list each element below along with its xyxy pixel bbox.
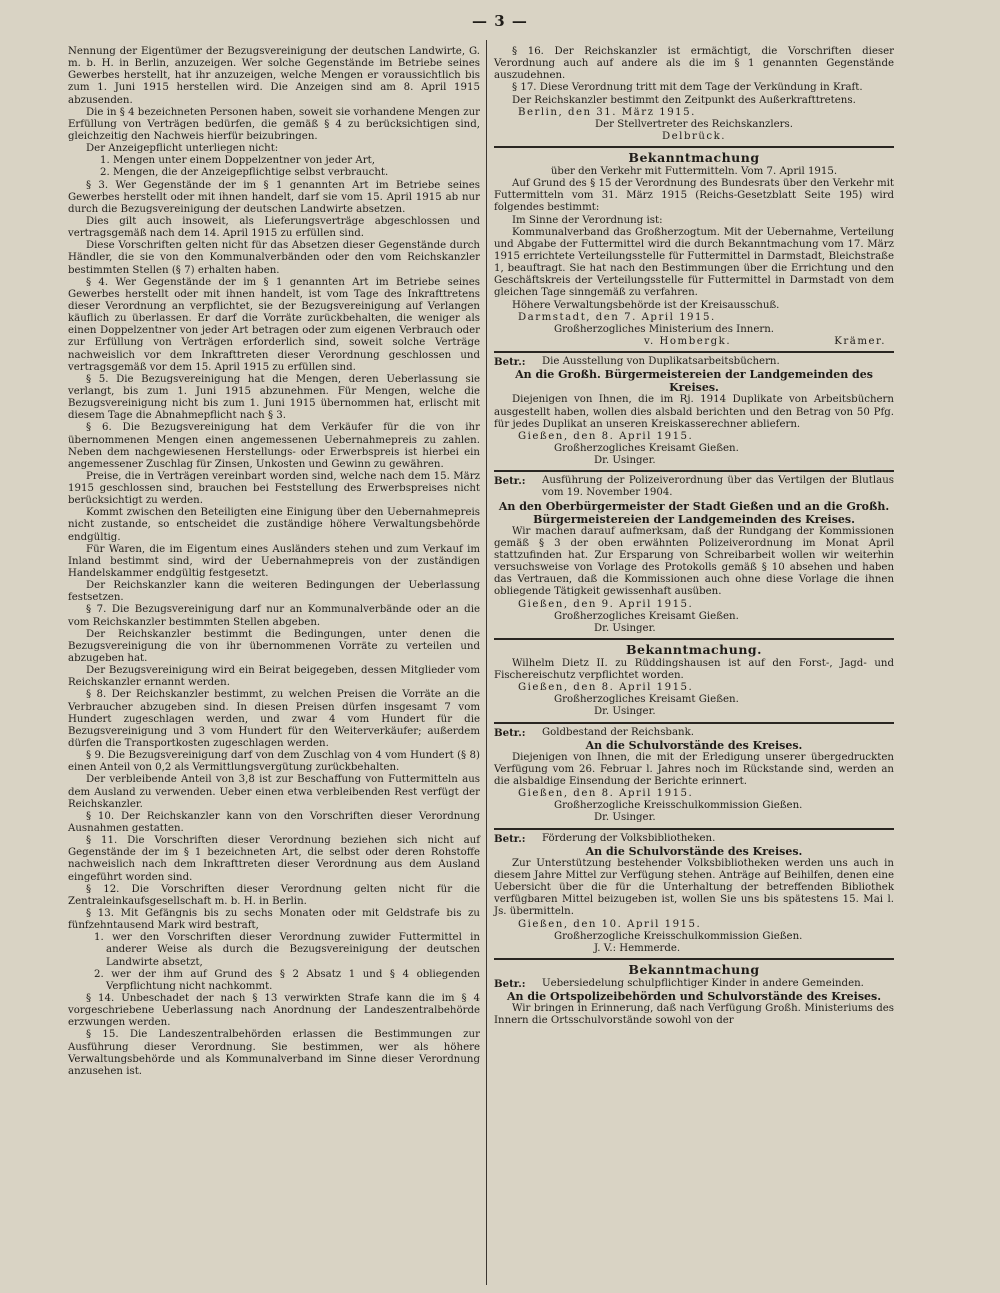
paragraph: Höhere Verwaltungsbehörde ist der Kreisausschuß. <box>512 299 780 311</box>
place-date: Gießen, den 8. April 1915. <box>518 430 694 442</box>
paragraph: Wir machen darauf aufmerksam, daß der Rundgang der Kommissionen gemäß § 3 der oben erwähnten Polizeiverordnung im Monat April stattzufinden hat. Zur Ersparung von Schreibarbeit wollen wir weiterhin versuchsweise von Vorlage des Protokolls gemäß § 10 absehen und haben das Vertrauen, daß die Kommissionen auch ohne diese Vorlage die ihnen obliegende Tätigkeit gewissenhaft ausüben. <box>494 525 894 598</box>
subject-text: Goldbestand der Reichsbank. <box>542 726 694 738</box>
column-divider <box>486 40 487 1285</box>
authority: Großherzogliches Kreisamt Gießen. <box>554 694 739 706</box>
subject-label: Betr.: <box>494 356 526 369</box>
section-rule <box>494 958 894 960</box>
page-number: — 3 — <box>472 12 528 30</box>
subject-label: Betr.: <box>494 832 526 845</box>
section-title: Bekanntmachung. <box>625 641 763 657</box>
list-item: 2. Mengen, die der Anzeigepflichtige selbst verbraucht. <box>100 167 389 179</box>
paragraph: Die in § 4 bezeichneten Personen haben, soweit sie vorhandene Mengen zur Erfüllung von Verträgen bedürfen, die gemäß § 4 zu berücksichtigen sind, gleichzeitig den Nachweis hierfür beizubringen. <box>68 106 481 142</box>
paragraph: Der Reichskanzler bestimmt den Zeitpunkt des Außerkrafttretens. <box>512 94 856 106</box>
signature: Krämer. <box>834 335 886 347</box>
address-heading: An die Ortspolizeibehörden und Schulvorstände des Kreises. <box>506 989 882 1003</box>
left-column <box>68 46 480 1078</box>
signature-row <box>494 336 894 348</box>
paragraph: Preise, die in Verträgen vereinbart worden sind, welche nach dem 15. März 1915 geschlossen sind, brauchen bei Feststellung des Erwerbspreises nicht berücksichtigt zu werden. <box>68 470 480 507</box>
authority: Der Stellvertreter des Reichskanzlers. <box>594 118 794 130</box>
subject-text: Uebersiedelung schulpflichtiger Kinder in andere Gemeinden. <box>542 977 864 989</box>
paragraph: Auf Grund des § 15 der Verordnung des Bundesrats über den Verkehr mit Futtermitteln vom 31. März 1915 (Reichs-Gesetzblatt Seite 195) wird folgendes bestimmt: <box>494 178 894 214</box>
authority: Großherzogliche Kreisschulkommission Gießen. <box>554 930 803 942</box>
subject-line <box>494 356 894 368</box>
section-rule <box>494 351 894 353</box>
signature: J. V.: Hemmerde. <box>594 942 681 954</box>
subject-line <box>494 727 894 739</box>
section-rule <box>494 638 894 640</box>
section-rule <box>494 828 894 830</box>
place-date: Gießen, den 8. April 1915. <box>518 788 694 800</box>
subject-text: Ausführung der Polizeiverordnung über das Vertilgen der Blutlaus vom 19. November 1904. <box>542 475 894 499</box>
section-rule <box>494 722 894 724</box>
section-rule <box>494 470 894 472</box>
authority: Großherzogliches Ministerium des Innern. <box>554 323 775 335</box>
paragraph: § 7. Die Bezugsvereinigung darf nur an Kommunalverbände oder an die vom Reichskanzler bestimmten Stellen abgeben. <box>68 604 480 628</box>
paragraph: Der Reichskanzler bestimmt die Bedingungen, unter denen die Bezugsvereinigung die von ihr übernommenen Vorräte zu verteilen und abzugeben hat. <box>68 628 480 665</box>
section-subtitle: über den Verkehr mit Futtermitteln. Vom 7. April 1915. <box>550 166 838 177</box>
list-item: 1. Mengen unter einem Doppelzentner von jeder Art, <box>100 155 375 167</box>
place-date: Gießen, den 10. April 1915. <box>518 918 702 930</box>
authority: Großherzogliches Kreisamt Gießen. <box>554 442 739 454</box>
paragraph: § 17. Diese Verordnung tritt mit dem Tage der Verkündung in Kraft. <box>512 82 863 94</box>
paragraph: § 16. Der Reichskanzler ist ermächtigt, die Vorschriften dieser Verordnung auch auf andere als die im § 1 genannten Gegenstände auszudehnen. <box>494 46 894 82</box>
paragraph: § 6. Die Bezugsvereinigung hat dem Verkäufer für die von ihr übernommenen Mengen einen angemessenen Uebernahmepreis zu zahlen. Neben dem nachgewiesenen Herstellungs- oder Erwerbspreis ist hierbei ein angemessener Zuschlag für Zinsen, Unkosten und Gewinn zu gewähren. <box>68 422 480 470</box>
paragraph: Für Waren, die im Eigentum eines Ausländers stehen und zum Verkauf im Inland bestimmt sind, wird der Uebernahmepreis von der zuständigen Handelskammer endgültig festgesetzt. <box>68 543 480 580</box>
subject-label: Betr.: <box>494 726 526 739</box>
address-heading: An den Oberbürgermeister der Stadt Gießen und an die Großh. Bürgermeistereien der Landgemeinden des Kreises. <box>498 499 890 526</box>
signature: Dr. Usinger. <box>594 455 656 467</box>
list-item: 2. wer der ihm auf Grund des § 2 Absatz 1 und § 4 obliegenden Verpflichtung nicht nachkommt. <box>94 968 480 992</box>
paragraph: § 11. Die Vorschriften dieser Verordnung beziehen sich nicht auf Gegenstände der im § 1 bezeichneten Art, die selbst oder deren Rohstoffe nachweislich nach dem Inkrafttreten dieser Verordnung aus dem Ausland eingeführt worden sind. <box>68 835 480 883</box>
paragraph: Der Bezugsvereinigung wird ein Beirat beigegeben, dessen Mitglieder vom Reichskanzler ernannt werden. <box>68 665 480 689</box>
place-date: Gießen, den 9. April 1915. <box>518 598 694 610</box>
section-title: Bekanntmachung <box>628 150 760 166</box>
paragraph: Kommunalverband das Großherzogtum. Mit der Uebernahme, Verteilung und Abgabe der Futtermittel wird die durch Bekanntmachung vom 17. März 1915 errichtete Verteilungsstelle für Futtermittel in Darmstadt, Bleichstraße 1, beauftragt. Sie hat nach den Bestimmungen über die Errichtung und den Geschäftskreis der Verteilungsstelle für Futtermittel in Darmstadt von dem gleichen Tage sinngemäß zu verfahren. <box>494 226 894 299</box>
subject-line <box>494 475 894 499</box>
address-heading: An die Großh. Bürgermeistereien der Landgemeinden des Kreises. <box>515 368 873 395</box>
place-date: Darmstadt, den 7. April 1915. <box>518 311 716 323</box>
paragraph: Der Reichskanzler kann die weiteren Bedingungen der Ueberlassung festsetzen. <box>68 580 480 604</box>
paragraph: § 14. Unbeschadet der nach § 13 verwirkten Strafe kann die im § 4 vorgeschriebene Ueberlassung nach Anordnung der Landeszentralbehörde erzwungen werden. <box>68 992 480 1029</box>
address-heading: An die Schulvorstände des Kreises. <box>585 844 803 858</box>
paragraph: Zur Unterstützung bestehender Volksbibliotheken werden uns auch in diesem Jahre Mittel zur Verfügung stehen. Anträge auf Beihilfen, denen eine Uebersicht über die für die Unterhaltung der betreffenden Bibliothek verfügbaren Mittel beizugeben ist, wollen Sie uns bis spätestens 15. Mai l. Js. übermitteln. <box>494 857 894 918</box>
paragraph: § 9. Die Bezugsvereinigung darf von dem Zuschlag von 4 vom Hundert (§ 8) einen Anteil von 0,2 als Vermittlungsvergütung zurückbehalten. <box>68 750 480 774</box>
paragraph: § 5. Die Bezugsvereinigung hat die Mengen, deren Ueberlassung sie verlangt, bis zum 1. Juni 1915 abzunehmen. Für Mengen, welche die Bezugsvereinigung nicht bis zum 1. Juni 1915 übernommen hat, erlischt mit diesem Tage die Abnahmepflicht nach § 3. <box>68 373 480 422</box>
signature: v. Hombergk. <box>644 335 732 347</box>
paragraph: § 3. Wer Gegenstände der im § 1 genannten Art im Betriebe seines Gewerbes herstellt oder mit ihnen handelt, darf sie vom 15. April 1915 ab nur durch die Bezugsvereinigung der deutschen Landwirte absetzen. <box>68 179 480 215</box>
address-heading: An die Schulvorstände des Kreises. <box>585 738 803 752</box>
paragraph: Diejenigen von Ihnen, die mit der Erledigung unserer übergedruckten Verfügung vom 26. Februar l. Jahres noch im Rückstande sind, werden an die alsbaldige Einsendung der Berichte erinnert. <box>494 751 894 788</box>
subject-text: Förderung der Volksbibliotheken. <box>542 832 716 844</box>
signature: Dr. Usinger. <box>594 622 656 634</box>
authority: Großherzogliche Kreisschulkommission Gießen. <box>554 800 803 812</box>
subject-line <box>494 833 894 845</box>
right-column <box>494 46 894 1027</box>
paragraph: § 15. Die Landeszentralbehörden erlassen die Bestimmungen zur Ausführung dieser Verordnung. Sie bestimmen, wer als höhere Verwaltungsbehörde und als Kommunalverband im Sinne dieser Verordnung anzusehen ist. <box>68 1029 480 1077</box>
paragraph: Diejenigen von Ihnen, die im Rj. 1914 Duplikate von Arbeitsbüchern ausgestellt haben, wollen dies alsbald berichten und den Betrag von 50 Pfg. für jedes Duplikat an unseren Kreiskasserechner abliefern. <box>494 394 894 430</box>
paragraph: Der verbleibende Anteil von 3,8 ist zur Beschaffung von Futtermitteln aus dem Ausland zu verwenden. Ueber einen etwa verbleibenden Rest verfügt der Reichskanzler. <box>68 774 480 810</box>
paragraph: Wilhelm Dietz II. zu Rüddingshausen ist auf den Forst-, Jagd- und Fischereischutz verpflichtet worden. <box>494 657 894 681</box>
paragraph: § 10. Der Reichskanzler kann von den Vorschriften dieser Verordnung Ausnahmen gestatten. <box>68 810 480 834</box>
subject-label: Betr.: <box>494 475 526 488</box>
signature: Dr. Usinger. <box>594 812 656 824</box>
subject-label: Betr.: <box>494 977 526 990</box>
paragraph: Der Anzeigepflicht unterliegen nicht: <box>86 143 279 155</box>
paragraph: § 12. Die Vorschriften dieser Verordnung gelten nicht für die Zentraleinkaufsgesellschaft m. b. H. in Berlin. <box>68 883 480 907</box>
subject-text: Die Ausstellung von Duplikatsarbeitsbüchern. <box>542 356 780 368</box>
paragraph: Dies gilt auch insoweit, als Lieferungsverträge abgeschlossen und vertragsgemäß nach dem 14. April 1915 zu erfüllen sind. <box>68 215 480 240</box>
section-title: Bekanntmachung <box>628 961 760 977</box>
paragraph: Diese Vorschriften gelten nicht für das Absetzen dieser Gegenstände durch Händler, die sie von den Kommunalverbänden oder den vom Reichskanzler bestimmten Stellen (§ 7) erhalten haben. <box>68 240 480 276</box>
paragraph: Wir bringen in Erinnerung, daß nach Verfügung Großh. Ministeriums des Innern die Ortsschulvorstände sowohl von der <box>494 1003 894 1027</box>
signature: Dr. Usinger. <box>594 706 656 718</box>
paragraph: Im Sinne der Verordnung ist: <box>512 214 663 226</box>
place-date: Gießen, den 8. April 1915. <box>518 682 694 694</box>
authority: Großherzogliches Kreisamt Gießen. <box>554 610 739 622</box>
paragraph: § 8. Der Reichskanzler bestimmt, zu welchen Preisen die Vorräte an die Verbraucher abzugeben sind. In diesen Preisen dürfen insgesamt 7 vom Hundert zugeschlagen werden, und zwar 4 vom Hundert für die Bezugsvereinigung und 3 vom Hundert für den Weiterverkäufer; außerdem dürfen die Transportkosten zugeschlagen werden. <box>68 689 480 750</box>
paragraph: § 13. Mit Gefängnis bis zu sechs Monaten oder mit Geldstrafe bis zu fünfzehntausend Mark wird bestraft, <box>68 907 480 932</box>
paragraph: Nennung der Eigentümer der Bezugsvereinigung der deutschen Landwirte, G. m. b. H. in Berlin, anzuzeigen. Wer solche Gegenstände im Betriebe seines Gewerbes herstellt, hat ihr anzuzeigen, welche Mengen er voraussichtlich bis zum 1. Juni 1915 herstellen wird. Die Anzeigen sind am 8. April 1915 abzusenden. <box>68 46 480 106</box>
place-date: Berlin, den 31. März 1915. <box>518 106 696 118</box>
section-rule <box>494 146 894 148</box>
paragraph: Kommt zwischen den Beteiligten eine Einigung über den Uebernahmepreis nicht zustande, so entscheidet die zuständige höhere Verwaltungsbehörde endgültig. <box>68 507 480 543</box>
signature: Delbrück. <box>661 130 727 142</box>
paragraph: § 4. Wer Gegenstände der im § 1 genannten Art im Betriebe seines Gewerbes herstellt oder mit ihnen handelt, ist vom Tage des Inkrafttretens dieser Verordnung an verpflichtet, sie der Bezugsvereinigung auf Verlangen käuflich zu überlassen. Er darf die Vorräte zurückbehalten, die weniger als einen Doppelzentner von jeder Art betragen oder zum eigenen Verbrauch oder zur Erfüllung von Verträgen erforderlich sind, soweit solche Verträge nachweislich vor dem Inkrafttreten dieser Verordnung geschlossen und vertragsgemäß vor dem 15. April 1915 zu erfüllen sind. <box>68 276 480 373</box>
list-item: 1. wer den Vorschriften dieser Verordnung zuwider Futtermittel in anderer Weise als durch die Bezugsvereinigung der deutschen Landwirte absetzt, <box>94 932 480 968</box>
subject-line <box>494 978 894 990</box>
